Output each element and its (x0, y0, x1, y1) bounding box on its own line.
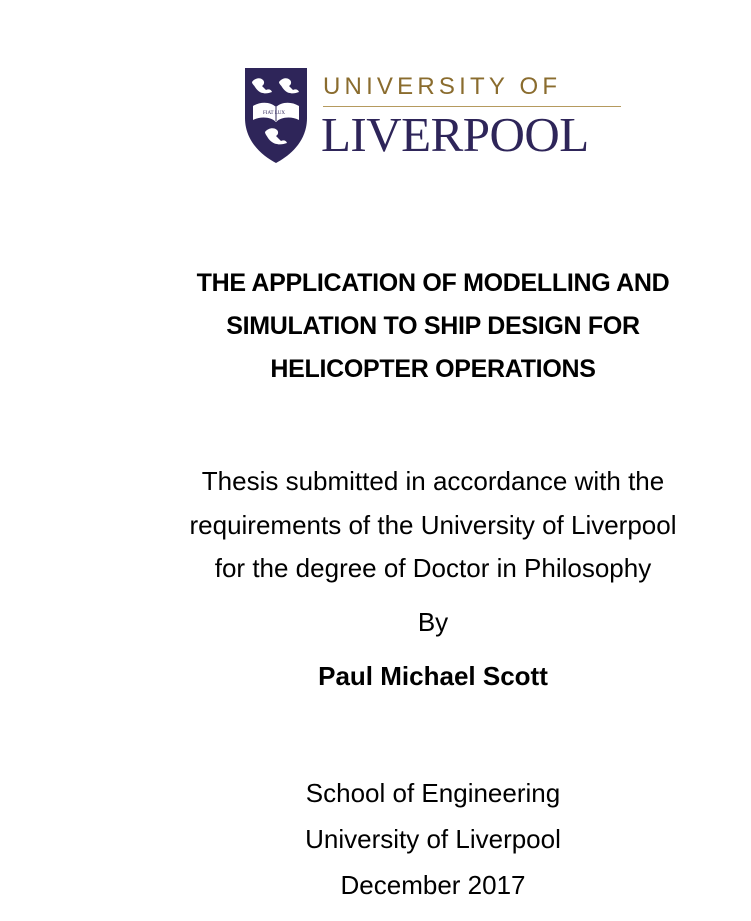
motto-text: FIAT LUX (263, 111, 285, 116)
university-logo (243, 66, 623, 166)
title-line: SIMULATION TO SHIP DESIGN FOR (226, 312, 640, 340)
university-line: University of Liverpool (305, 824, 561, 854)
title-line: THE APPLICATION OF MODELLING AND (196, 269, 670, 297)
author-name: Paul Michael Scott (318, 661, 548, 691)
title-line: HELICOPTER OPERATIONS (270, 355, 596, 383)
by-label: By (417, 607, 449, 637)
crest-icon (243, 66, 309, 164)
logo-name-line1: UNIVERSITY OF (323, 73, 562, 100)
school-line: School of Engineering (305, 778, 561, 808)
date-line: December 2017 (340, 870, 526, 900)
affiliation (115, 770, 751, 908)
logo-name-line2: LIVERPOOL (321, 107, 589, 162)
submission-line: requirements of the University of Liverpool (189, 509, 677, 540)
submission-line: Thesis submitted in accordance with the (201, 466, 665, 496)
submission-line: for the degree of Doctor in Philosophy (214, 553, 652, 583)
thesis-title (115, 262, 751, 391)
submission-statement (115, 460, 751, 591)
